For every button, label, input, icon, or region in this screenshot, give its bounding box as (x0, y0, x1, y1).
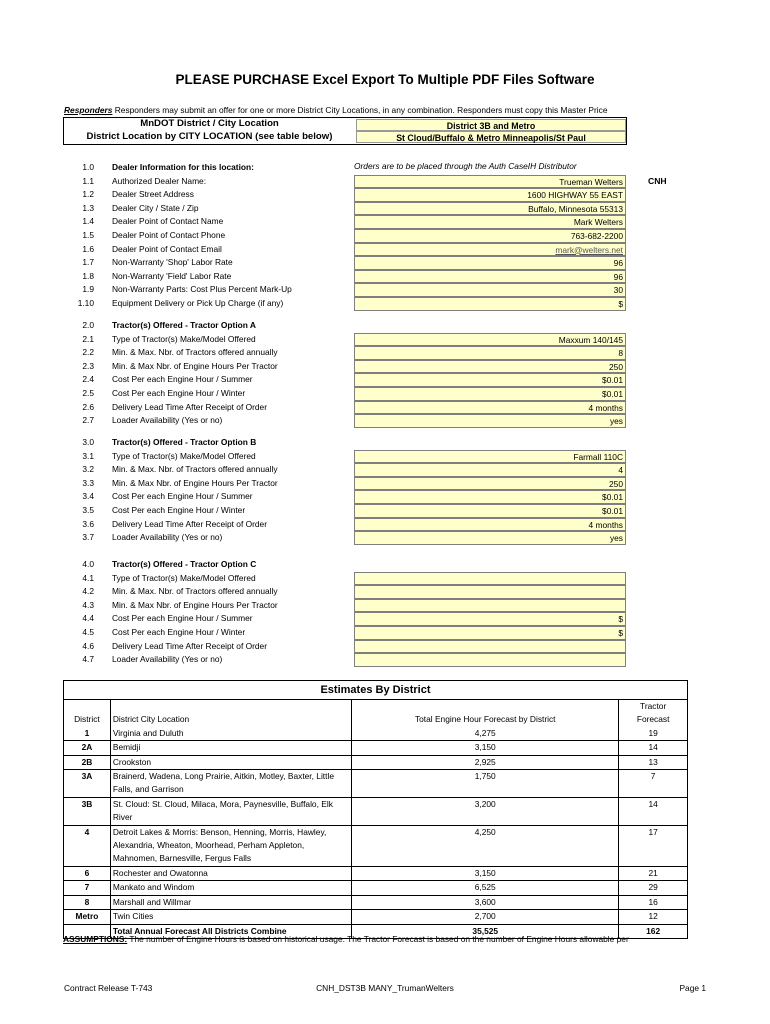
option-a-row (0, 319, 770, 333)
item-value: 250 (609, 478, 623, 489)
assumptions-label: ASSUMPTIONS: (63, 934, 128, 944)
item-value-field[interactable] (354, 283, 626, 297)
estimates-table (63, 680, 688, 939)
option-b-row (0, 490, 770, 504)
option-c-row (0, 572, 770, 586)
item-number: 4.0 (82, 559, 94, 569)
item-number: 4.7 (82, 654, 94, 665)
item-value: $0.01 (602, 389, 623, 399)
intro-text (64, 105, 608, 115)
item-label: Delivery Lead Time After Receipt of Order (112, 401, 268, 412)
item-value-field[interactable] (354, 346, 626, 360)
col-tractor-forecast (619, 700, 688, 727)
total-hours: 35,525 (352, 924, 619, 938)
district-location: Brainerd, Wadena, Long Prairie, Aitkin, Motley, Baxter, Little Falls, and Garrison (110, 770, 351, 798)
option-b-row (0, 450, 770, 464)
item-label: Min. & Max Nbr. of Engine Hours Per Tractor (112, 360, 278, 371)
district-row (64, 741, 688, 755)
dealer-row (0, 243, 770, 257)
option-c-row (0, 640, 770, 654)
district-number: 3B (64, 797, 111, 825)
item-value: Farmall 110C (573, 451, 623, 462)
item-value: 763-682-2200 (570, 231, 623, 241)
district-number: 3A (64, 770, 111, 798)
engine-hours: 4,250 (352, 825, 619, 866)
item-label: Cost Per each Engine Hour / Winter (112, 505, 246, 515)
item-value-field[interactable] (354, 599, 626, 613)
district-number: Metro (64, 910, 111, 924)
item-value: 96 (613, 271, 623, 282)
district-location: Marshall and Willmar (110, 895, 351, 909)
district-location: Virginia and Duluth (110, 727, 351, 741)
item-value: 4 months (588, 519, 623, 530)
item-value-field[interactable] (354, 490, 626, 504)
option-a-row (0, 387, 770, 401)
tractor-forecast: 17 (619, 825, 688, 866)
location-header-right (356, 118, 626, 144)
tractor-forecast: 14 (619, 741, 688, 755)
item-number: 3.3 (82, 477, 94, 488)
item-label: Non-Warranty 'Field' Labor Rate (112, 270, 232, 281)
item-value-field[interactable] (354, 477, 626, 491)
item-number: 4.1 (82, 572, 94, 583)
item-value: yes (609, 533, 623, 544)
option-c-row (0, 585, 770, 599)
item-number: 1.7 (82, 257, 94, 268)
option-b-row (0, 518, 770, 532)
assumptions-text: The number of Engine Hours is based on historical usage. The Tractor Forecast is based on the number of Engine Hours allowable per (127, 934, 629, 944)
item-value-field[interactable] (354, 229, 626, 243)
col-tractor-line2: Forecast (636, 714, 670, 725)
col-tractor-line1: Tractor (640, 701, 667, 711)
tractor-forecast: 14 (619, 797, 688, 825)
item-number: 1.5 (82, 230, 94, 240)
item-value-field[interactable] (354, 175, 626, 189)
option-a-row (0, 360, 770, 374)
item-number: 3.1 (82, 450, 94, 461)
item-value: $0.01 (602, 506, 623, 516)
district-number: 7 (64, 881, 111, 895)
estimates-column-headers (64, 700, 688, 727)
tractor-forecast: 19 (619, 727, 688, 741)
item-value-field[interactable] (354, 373, 626, 387)
option-a-row (0, 346, 770, 360)
total-label: Total Annual Forecast All Districts Combine (110, 924, 351, 938)
item-label: Non-Warranty 'Shop' Labor Rate (112, 257, 233, 268)
item-value-field[interactable] (354, 188, 626, 202)
col-location: District City Location (110, 700, 351, 727)
district-location: Rochester and Owatonna (110, 866, 351, 880)
item-label: Cost Per each Engine Hour / Winter (112, 627, 246, 637)
item-value-field[interactable] (354, 202, 626, 216)
engine-hours: 1,750 (352, 770, 619, 798)
item-label: Dealer Point of Contact Email (112, 243, 222, 254)
district-row (64, 825, 688, 866)
item-value: Buffalo, Minnesota 55313 (528, 203, 623, 214)
option-c-row (0, 626, 770, 640)
item-number: 1.4 (82, 216, 94, 227)
item-number: 1.8 (82, 270, 94, 281)
dealer-row (0, 270, 770, 284)
engine-hours: 4,275 (352, 727, 619, 741)
item-value-field[interactable] (354, 640, 626, 654)
dealer-row (0, 175, 770, 189)
district-value[interactable]: District 3B and Metro (356, 119, 626, 131)
item-number: 3.2 (82, 464, 94, 475)
tractor-forecast: 13 (619, 755, 688, 769)
item-label: Equipment Delivery or Pick Up Charge (if any) (112, 298, 284, 308)
item-number: 3.6 (82, 518, 94, 529)
item-number: 1.0 (82, 162, 94, 172)
item-value-field[interactable] (354, 387, 626, 401)
item-number: 3.7 (82, 532, 94, 543)
item-value: 4 (618, 465, 623, 476)
district-row (64, 770, 688, 798)
option-c-row (0, 612, 770, 626)
engine-hours: 3,150 (352, 866, 619, 880)
district-row (64, 866, 688, 880)
item-value: 8 (618, 348, 623, 359)
option-b-row (0, 477, 770, 491)
location-header-line1: MnDOT District / City Location (140, 118, 279, 129)
item-number: 2.6 (82, 401, 94, 412)
item-number: 4.2 (82, 586, 94, 597)
item-number: 2.1 (82, 333, 94, 344)
item-label: Cost Per each Engine Hour / Summer (112, 374, 253, 385)
item-number: 2.3 (82, 360, 94, 371)
item-value-field[interactable] (354, 401, 626, 415)
item-value: $ (618, 299, 623, 309)
dealer-row (0, 215, 770, 229)
item-number: 3.0 (82, 437, 94, 447)
item-value-field[interactable] (354, 572, 626, 586)
item-label: Dealer Information for this location: (112, 162, 254, 172)
item-value-field[interactable] (354, 504, 626, 518)
engine-hours: 2,700 (352, 910, 619, 924)
item-value-field[interactable] (354, 215, 626, 229)
item-label: Non-Warranty Parts: Cost Plus Percent Mark-Up (112, 284, 292, 295)
item-label: Loader Availability (Yes or no) (112, 532, 223, 543)
dealer-row (0, 256, 770, 270)
option-b-row (0, 531, 770, 545)
district-row (64, 727, 688, 741)
district-number: 2A (64, 741, 111, 755)
item-value: Maxxum 140/145 (558, 334, 623, 345)
item-label: Delivery Lead Time After Receipt of Order (112, 640, 268, 651)
item-number: 2.5 (82, 388, 94, 398)
option-c-row (0, 558, 770, 572)
option-c-row (0, 653, 770, 667)
item-number: 1.9 (82, 284, 94, 295)
dealer-row (0, 161, 770, 175)
estimates-title: Estimates By District (64, 681, 688, 700)
dealer-row (0, 188, 770, 202)
item-number: 2.0 (82, 320, 94, 330)
footer-center: CNH_DST3B MANY_TrumanWelters (316, 983, 454, 993)
item-value-field[interactable] (354, 450, 626, 464)
item-label: Authorized Dealer Name: (112, 175, 207, 186)
item-label: Tractor(s) Offered - Tractor Option C (112, 559, 257, 569)
district-row (64, 881, 688, 895)
item-value: 4 months (588, 402, 623, 413)
district-row (64, 755, 688, 769)
city-location-value[interactable]: St Cloud/Buffalo & Metro Minneapolis/St Paul (356, 131, 626, 143)
brand-label: CNH (648, 176, 667, 186)
intro-bold: Responders (64, 105, 113, 115)
intro-body: Responders may submit an offer for one or more District City Locations, in any combination. Responders must copy this Master Price (112, 105, 608, 115)
item-value: 250 (609, 361, 623, 372)
item-label: Cost Per each Engine Hour / Winter (112, 388, 246, 398)
item-value-field[interactable] (354, 297, 626, 311)
district-number: 1 (64, 727, 111, 741)
assumptions-note (63, 934, 629, 944)
tractor-forecast: 12 (619, 910, 688, 924)
item-label: Type of Tractor(s) Make/Model Offered (112, 572, 256, 583)
district-location: Mankato and Windom (110, 881, 351, 895)
item-number: 4.5 (82, 627, 94, 637)
district-location: St. Cloud: St. Cloud, Milaca, Mora, Paynesville, Buffalo, Elk River (110, 797, 351, 825)
tractor-forecast: 29 (619, 881, 688, 895)
item-number: 4.3 (82, 599, 94, 610)
district-location: Detroit Lakes & Morris: Benson, Henning, Morris, Hawley, Alexandria, Wheaton, Moorhead, Perham Appleton, Mahnomen, Barnesville, Fergus Falls (110, 825, 351, 866)
location-header-left (64, 118, 355, 144)
district-row (64, 797, 688, 825)
item-number: 1.10 (77, 298, 94, 308)
item-label: Tractor(s) Offered - Tractor Option A (112, 320, 256, 330)
item-value: 96 (613, 258, 623, 269)
item-label: Min. & Max. Nbr. of Tractors offered annually (112, 464, 278, 475)
item-label: Dealer City / State / Zip (112, 202, 199, 213)
item-label: Loader Availability (Yes or no) (112, 415, 223, 426)
item-value: $ (618, 628, 623, 638)
option-a-row (0, 373, 770, 387)
district-location: Crookston (110, 755, 351, 769)
option-a-row (0, 333, 770, 347)
engine-hours: 3,600 (352, 895, 619, 909)
item-label: Cost Per each Engine Hour / Summer (112, 613, 253, 624)
item-value: yes (609, 416, 623, 427)
item-number: 2.4 (82, 374, 94, 385)
option-b-row (0, 463, 770, 477)
district-number: 2B (64, 755, 111, 769)
col-district: District (64, 700, 111, 727)
item-number: 1.1 (82, 175, 94, 186)
item-number: 3.5 (82, 505, 94, 515)
item-value-field[interactable] (354, 463, 626, 477)
item-value-field[interactable] (354, 626, 626, 640)
total-tractors: 162 (619, 924, 688, 938)
engine-hours: 3,150 (352, 741, 619, 755)
item-label: Dealer Point of Contact Name (112, 216, 224, 227)
tractor-forecast: 16 (619, 895, 688, 909)
item-value-field[interactable] (354, 653, 626, 667)
option-a-row (0, 414, 770, 428)
item-number: 2.7 (82, 415, 94, 426)
tractor-forecast: 21 (619, 866, 688, 880)
item-label: Type of Tractor(s) Make/Model Offered (112, 333, 256, 344)
footer-page: Page 1 (679, 983, 706, 993)
item-value-field[interactable] (354, 585, 626, 599)
district-number: 6 (64, 866, 111, 880)
option-a-row (0, 401, 770, 415)
district-number: 8 (64, 895, 111, 909)
item-value-field[interactable] (354, 531, 626, 545)
location-header (63, 117, 627, 145)
item-label: Delivery Lead Time After Receipt of Order (112, 518, 268, 529)
item-label: Min. & Max. Nbr. of Tractors offered annually (112, 347, 278, 358)
item-number: 4.6 (82, 640, 94, 651)
item-value-field[interactable] (354, 518, 626, 532)
item-label: Loader Availability (Yes or no) (112, 654, 223, 665)
item-label: Type of Tractor(s) Make/Model Offered (112, 450, 256, 461)
engine-hours: 3,200 (352, 797, 619, 825)
item-value: 30 (613, 285, 623, 296)
item-value-field[interactable] (354, 333, 626, 347)
email-link[interactable]: mark@welters.net (555, 244, 623, 255)
district-row (64, 910, 688, 924)
option-b-row (0, 436, 770, 450)
engine-hours: 6,525 (352, 881, 619, 895)
location-header-line2: District Location by CITY LOCATION (see table below) (86, 130, 333, 142)
orders-note: Orders are to be placed through the Auth CaseIH Distributor (354, 161, 577, 171)
item-number: 4.4 (82, 613, 94, 624)
item-label: Dealer Point of Contact Phone (112, 230, 226, 240)
item-number: 2.2 (82, 347, 94, 358)
item-value: Trueman Welters (559, 176, 623, 187)
item-number: 3.4 (82, 491, 94, 502)
col-hours: Total Engine Hour Forecast by District (352, 700, 619, 727)
engine-hours: 2,925 (352, 755, 619, 769)
district-number: 4 (64, 825, 111, 866)
item-value-field[interactable] (354, 360, 626, 374)
item-value-field[interactable] (354, 270, 626, 284)
dealer-row (0, 297, 770, 311)
item-number: 1.3 (82, 202, 94, 213)
district-row (64, 895, 688, 909)
item-value: $ (618, 614, 623, 625)
tractor-forecast: 7 (619, 770, 688, 798)
item-value: $0.01 (602, 375, 623, 386)
item-value: Mark Welters (573, 217, 623, 228)
item-label: Min. & Max Nbr. of Engine Hours Per Tractor (112, 477, 278, 488)
footer-left: Contract Release T-743 (64, 983, 153, 993)
dealer-row (0, 283, 770, 297)
option-c-row (0, 599, 770, 613)
item-label: Min. & Max. Nbr. of Tractors offered annually (112, 586, 278, 597)
option-b-row (0, 504, 770, 518)
item-value-field[interactable] (354, 414, 626, 428)
item-label: Cost Per each Engine Hour / Summer (112, 491, 253, 502)
item-value-field[interactable] (354, 612, 626, 626)
item-label: Min. & Max Nbr. of Engine Hours Per Tractor (112, 599, 278, 610)
dealer-row (0, 202, 770, 216)
item-number: 1.2 (82, 189, 94, 200)
item-value: $0.01 (602, 492, 623, 503)
district-location: Bemidji (110, 741, 351, 755)
item-label: Dealer Street Address (112, 189, 194, 200)
page-title: PLEASE PURCHASE Excel Export To Multiple PDF Files Software (175, 72, 595, 87)
item-value: 1600 HIGHWAY 55 EAST (527, 190, 623, 201)
item-label: Tractor(s) Offered - Tractor Option B (112, 437, 257, 447)
item-number: 1.6 (82, 243, 94, 254)
item-value-field[interactable] (354, 256, 626, 270)
district-location: Twin Cities (110, 910, 351, 924)
item-value-field[interactable] (354, 243, 626, 257)
dealer-row (0, 229, 770, 243)
